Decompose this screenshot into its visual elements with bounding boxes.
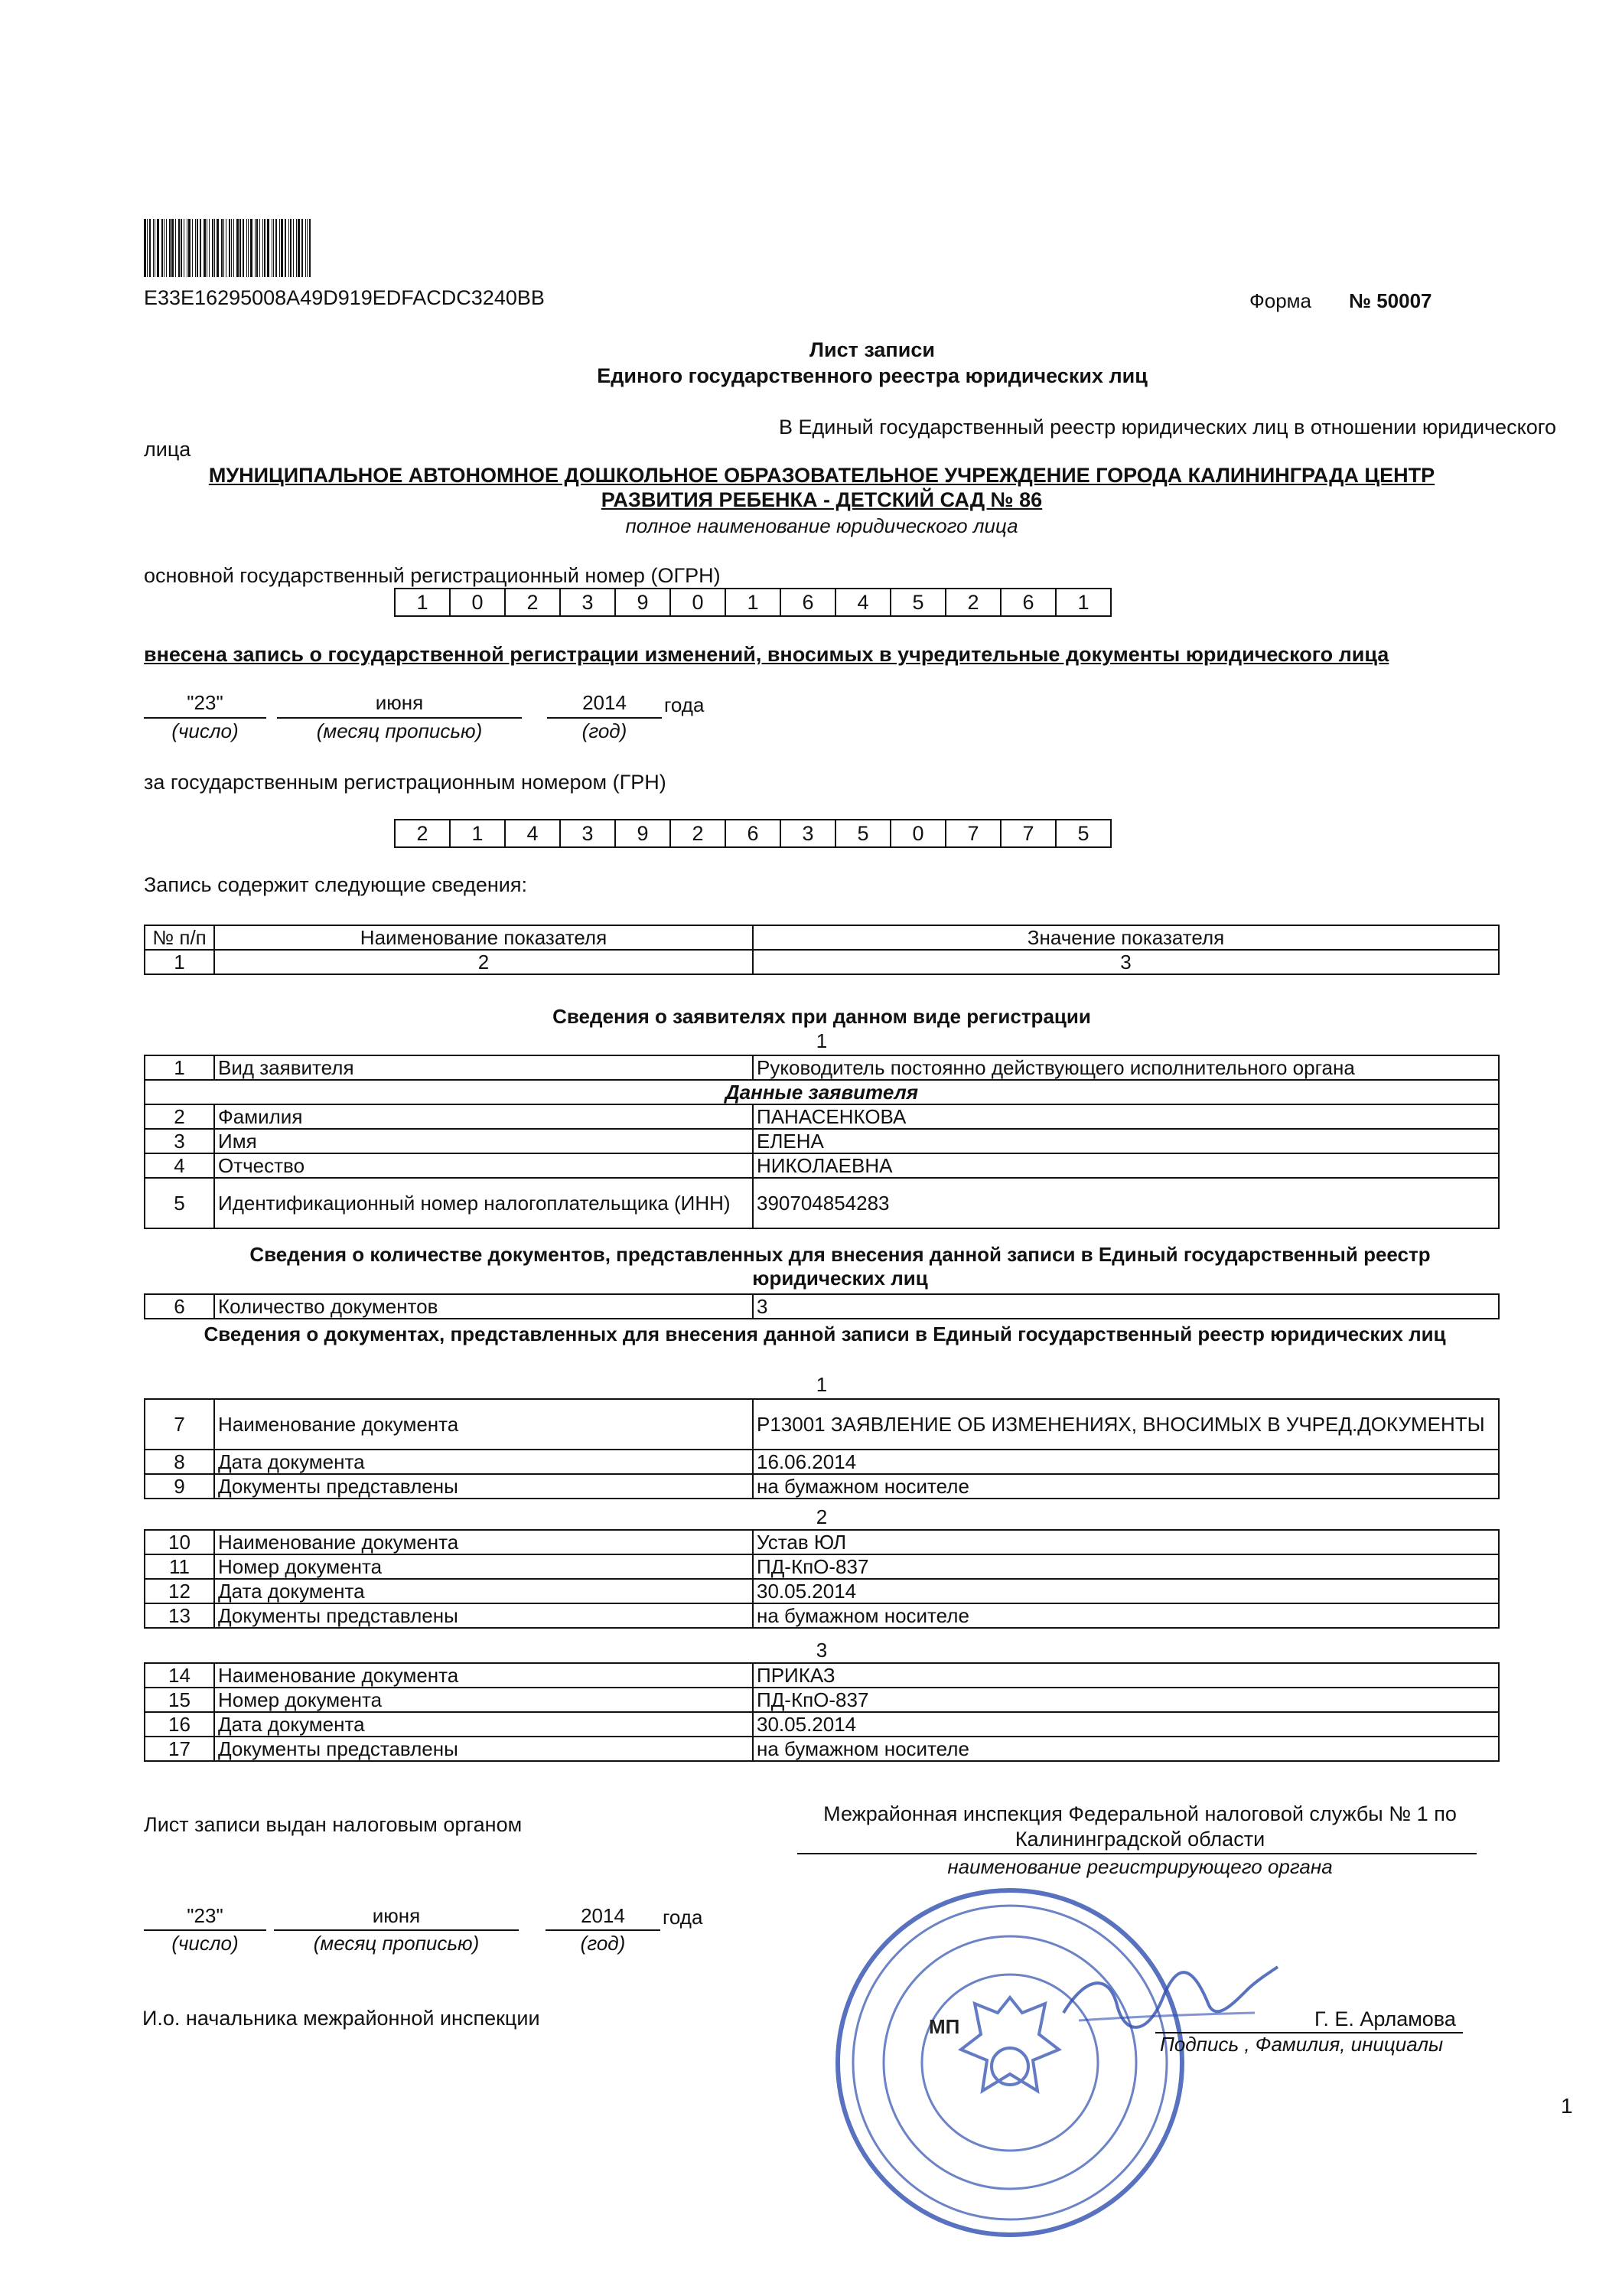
barcode-bar: [281, 219, 283, 277]
row-number: 17: [145, 1737, 214, 1761]
row-value: на бумажном носителе: [753, 1737, 1499, 1761]
row-value: 16.06.2014: [753, 1450, 1499, 1474]
date1-month: июня: [375, 691, 424, 714]
signature-caption: Подпись , Фамилия, инициалы: [1160, 2033, 1444, 2056]
barcode-bar: [171, 219, 174, 277]
date2-year-caption: (год): [580, 1932, 626, 1955]
intro-line2: лица: [144, 438, 191, 461]
barcode-bar: [217, 219, 219, 277]
row-value: Руководитель постоянно действующего исполнительного органа: [753, 1055, 1499, 1080]
ogrn-digit-8: 6: [781, 589, 836, 615]
row-value: 30.05.2014: [753, 1712, 1499, 1737]
row-name: Документы представлены: [214, 1737, 753, 1761]
date1-year: 2014: [582, 691, 627, 714]
grn-digit-9: 5: [836, 820, 891, 846]
date1-suffix: года: [664, 693, 705, 716]
row-value: ПД-КпО-837: [753, 1554, 1499, 1579]
row-name: Дата документа: [214, 1450, 753, 1474]
org-name-line2: РАЗВИТИЯ РЕБЕНКА - ДЕТСКИЙ САД № 86: [601, 488, 1043, 511]
applicant-data-title: Данные заявителя: [145, 1080, 1499, 1104]
barcode-bar: [188, 219, 191, 277]
barcode-bar: [248, 219, 249, 277]
date2-month-line: [274, 1929, 519, 1931]
barcode-bar: [298, 219, 300, 277]
grn-digit-12: 7: [1002, 820, 1057, 846]
ogrn-boxes: [394, 588, 1112, 617]
doc-group-table: [144, 1662, 1500, 1762]
doc-group-table: [144, 1529, 1500, 1629]
barcode-bar: [200, 219, 201, 277]
org-name-line1: МУНИЦИПАЛЬНОЕ АВТОНОМНОЕ ДОШКОЛЬНОЕ ОБРАЗОВАТЕЛЬНОЕ УЧРЕЖДЕНИЕ ГОРОДА КАЛИНИНГРАДА ЦЕНТР: [208, 464, 1435, 487]
col-index-2: 2: [214, 950, 753, 974]
barcode-bar: [149, 219, 151, 277]
barcode-bar: [279, 219, 280, 277]
date2-day: "23": [187, 1904, 223, 1927]
applicants-title: Сведения о заявителях при данном виде регистрации: [552, 1005, 1091, 1028]
date1-month-line: [277, 717, 522, 719]
row-name: Отчество: [214, 1153, 753, 1178]
row-value: 3: [753, 1294, 1499, 1319]
date2-suffix: года: [663, 1906, 703, 1929]
barcode-bar: [250, 219, 252, 277]
ogrn-digit-9: 4: [836, 589, 891, 615]
row-value: на бумажном носителе: [753, 1474, 1499, 1499]
date2-year-line: [546, 1929, 660, 1931]
grn-digit-8: 3: [781, 820, 836, 846]
ogrn-digit-3: 2: [506, 589, 561, 615]
position-label: И.о. начальника межрайонной инспекции: [142, 2007, 540, 2030]
barcode-bar: [236, 219, 239, 277]
signer-name: Г. Е. Арламова: [1314, 2007, 1456, 2030]
barcode-bar: [307, 219, 308, 277]
form-label: Форма: [1249, 289, 1312, 312]
row-value: ЕЛЕНА: [753, 1129, 1499, 1153]
ogrn-label: основной государственный регистрационный номер (ОГРН): [144, 564, 721, 587]
title-line1: Лист записи: [809, 338, 935, 361]
barcode-bar: [147, 219, 148, 277]
ogrn-digit-10: 5: [891, 589, 946, 615]
barcode-bar: [256, 219, 258, 277]
form-number: № 50007: [1349, 289, 1432, 312]
row-number: 12: [145, 1579, 214, 1603]
row-name: Имя: [214, 1129, 753, 1153]
intro-line1: В Единый государственный реестр юридических лиц в отношении юридического: [779, 416, 1557, 439]
row-value: на бумажном носителе: [753, 1603, 1499, 1628]
row-number: 15: [145, 1688, 214, 1712]
row-number: 4: [145, 1153, 214, 1178]
row-number: 8: [145, 1450, 214, 1474]
row-name: Дата документа: [214, 1579, 753, 1603]
handwritten-signature: [1056, 1959, 1285, 2043]
grn-digit-7: 6: [726, 820, 781, 846]
doc-count-title: Сведения о количестве документов, представленных для внесения данной записи в Единый государственный реестр юридических лиц: [249, 1243, 1431, 1290]
barcode-bar: [288, 219, 289, 277]
date1-month-caption: (месяц прописью): [316, 719, 483, 742]
row-name: Номер документа: [214, 1554, 753, 1579]
barcode-bar: [175, 219, 176, 277]
row-value: Устав ЮЛ: [753, 1530, 1499, 1554]
barcode-bar: [255, 219, 256, 277]
official-stamp: [830, 1883, 1190, 2242]
barcode-bar: [296, 219, 297, 277]
row-number: 7: [145, 1399, 214, 1450]
barcode: [144, 219, 369, 277]
barcode-bar: [161, 219, 163, 277]
barcode-bar: [243, 219, 244, 277]
date1-day-line: [144, 717, 266, 719]
date2-day-line: [144, 1929, 266, 1931]
row-name: Наименование документа: [214, 1530, 753, 1554]
barcode-bar: [290, 219, 292, 277]
date2-day-caption: (число): [171, 1932, 239, 1955]
barcode-bar: [273, 219, 274, 277]
contains-label: Запись содержит следующие сведения:: [144, 873, 527, 896]
ogrn-digit-6: 0: [671, 589, 726, 615]
authority-line1: Межрайонная инспекция Федеральной налоговой службы № 1 по: [823, 1802, 1457, 1825]
row-name: Вид заявителя: [214, 1055, 753, 1080]
barcode-bar: [221, 219, 223, 277]
date1-year-line: [547, 717, 662, 719]
col-header-name: Наименование показателя: [214, 925, 753, 950]
grn-digit-1: 2: [396, 820, 451, 846]
date2-month: июня: [372, 1904, 421, 1927]
barcode-bar: [166, 219, 167, 277]
barcode-bar: [301, 219, 303, 277]
barcode-bar: [157, 219, 159, 277]
barcode-text: E33E16295008A49D919EDFACDC3240BB: [144, 286, 545, 309]
row-name: Наименование документа: [214, 1663, 753, 1688]
grn-digit-5: 9: [616, 820, 671, 846]
col-header-value: Значение показателя: [753, 925, 1499, 950]
barcode-bar: [264, 219, 265, 277]
doc-group-label: 1: [816, 1373, 828, 1396]
row-name: Идентификационный номер налогоплательщика (ИНН): [214, 1178, 753, 1228]
grn-digit-13: 5: [1077, 822, 1089, 845]
row-value: 390704854283: [753, 1178, 1499, 1228]
row-name: Наименование документа: [214, 1399, 753, 1450]
row-name: Количество документов: [214, 1294, 753, 1319]
ogrn-digit-13: 1: [1077, 591, 1089, 614]
barcode-bar: [231, 219, 232, 277]
col-header-number: № п/п: [145, 925, 214, 950]
barcode-bar: [259, 219, 260, 277]
doc-group-label: 2: [816, 1505, 828, 1528]
barcode-bar: [209, 219, 210, 277]
ogrn-digit-4: 3: [561, 589, 616, 615]
date1-day-caption: (число): [171, 719, 239, 742]
entry-text: внесена запись о государственной регистрации изменений, вносимых в учредительные документы юридического лица: [144, 643, 1389, 666]
date2-month-caption: (месяц прописью): [313, 1932, 480, 1955]
row-name: Фамилия: [214, 1104, 753, 1129]
ogrn-digit-2: 0: [451, 589, 506, 615]
col-index-3: 3: [753, 950, 1499, 974]
header-table: [144, 925, 1500, 975]
org-name-caption: полное наименование юридического лица: [625, 514, 1018, 537]
applicants-table: [144, 1055, 1500, 1229]
barcode-bar: [144, 219, 146, 277]
barcode-bar: [262, 219, 263, 277]
grn-digit-4: 3: [561, 820, 616, 846]
col-index-1: 1: [145, 950, 214, 974]
ogrn-digit-1: 1: [396, 589, 451, 615]
barcode-bar: [229, 219, 230, 277]
barcode-bar: [223, 219, 224, 277]
stamp-mark: МП: [929, 2015, 960, 2038]
grn-digit-3: 4: [506, 820, 561, 846]
row-name: Документы представлены: [214, 1474, 753, 1499]
barcode-bar: [192, 219, 193, 277]
authority-line: [797, 1853, 1477, 1854]
row-number: 10: [145, 1530, 214, 1554]
authority-caption: наименование регистрирующего органа: [947, 1855, 1333, 1878]
grn-boxes: [394, 819, 1112, 848]
barcode-bar: [293, 219, 294, 277]
row-number: 2: [145, 1104, 214, 1129]
ogrn-digit-5: 9: [616, 589, 671, 615]
row-number: 16: [145, 1712, 214, 1737]
grn-digit-2: 1: [451, 820, 506, 846]
barcode-bar: [153, 219, 154, 277]
barcode-bar: [305, 219, 306, 277]
grn-digit-6: 2: [671, 820, 726, 846]
barcode-bar: [267, 219, 269, 277]
doc-group-label: 3: [816, 1639, 828, 1662]
row-value: ПРИКАЗ: [753, 1663, 1499, 1688]
row-value: Р13001 ЗАЯВЛЕНИЕ ОБ ИЗМЕНЕНИЯХ, ВНОСИМЫХ В УЧРЕД.ДОКУМЕНТЫ: [753, 1399, 1499, 1450]
row-number: 5: [145, 1178, 214, 1228]
barcode-bar: [181, 219, 182, 277]
documents-title: Сведения о документах, представленных для внесения данной записи в Единый государственный реестр юридических лиц: [204, 1322, 1446, 1345]
ogrn-digit-12: 6: [1002, 589, 1057, 615]
row-value: НИКОЛАЕВНА: [753, 1153, 1499, 1178]
barcode-bar: [178, 219, 180, 277]
ogrn-digit-11: 2: [946, 589, 1002, 615]
row-number: 3: [145, 1129, 214, 1153]
row-value: ПАНАСЕНКОВА: [753, 1104, 1499, 1129]
date1-day: "23": [187, 691, 223, 714]
barcode-bar: [195, 219, 196, 277]
barcode-bar: [285, 219, 286, 277]
title-line2: Единого государственного реестра юридических лиц: [597, 364, 1148, 387]
barcode-bar: [204, 219, 206, 277]
barcode-bar: [239, 219, 241, 277]
row-value: 30.05.2014: [753, 1579, 1499, 1603]
barcode-bar: [169, 219, 171, 277]
row-value: ПД-КпО-837: [753, 1688, 1499, 1712]
barcode-bar: [233, 219, 234, 277]
authority-line2: Калининградской области: [1015, 1828, 1265, 1851]
barcode-bar: [246, 219, 247, 277]
date1-year-caption: (год): [581, 719, 627, 742]
applicants-group-label: 1: [816, 1029, 828, 1052]
barcode-bar: [275, 219, 277, 277]
ogrn-digit-7: 1: [726, 589, 781, 615]
row-number: 9: [145, 1474, 214, 1499]
barcode-bar: [214, 219, 215, 277]
barcode-bar: [212, 219, 213, 277]
row-name: Дата документа: [214, 1712, 753, 1737]
doc-count-table: [144, 1293, 1500, 1319]
grn-digit-10: 0: [891, 820, 946, 846]
barcode-bar: [309, 219, 311, 277]
row-name: Документы представлены: [214, 1603, 753, 1628]
row-number: 13: [145, 1603, 214, 1628]
doc-group-table: [144, 1398, 1500, 1499]
row-number: 6: [145, 1294, 214, 1319]
eagle-emblem-icon: [961, 1998, 1059, 2091]
row-number: 14: [145, 1663, 214, 1688]
page-number: 1: [1561, 2094, 1573, 2118]
barcode-bar: [197, 219, 198, 277]
row-number: 1: [145, 1055, 214, 1080]
row-name: Номер документа: [214, 1688, 753, 1712]
row-number: 11: [145, 1554, 214, 1579]
date2-year: 2014: [581, 1904, 625, 1927]
grn-label: за государственным регистрационным номером (ГРН): [144, 771, 666, 794]
grn-digit-11: 7: [946, 820, 1002, 846]
issued-label: Лист записи выдан налоговым органом: [144, 1813, 523, 1836]
